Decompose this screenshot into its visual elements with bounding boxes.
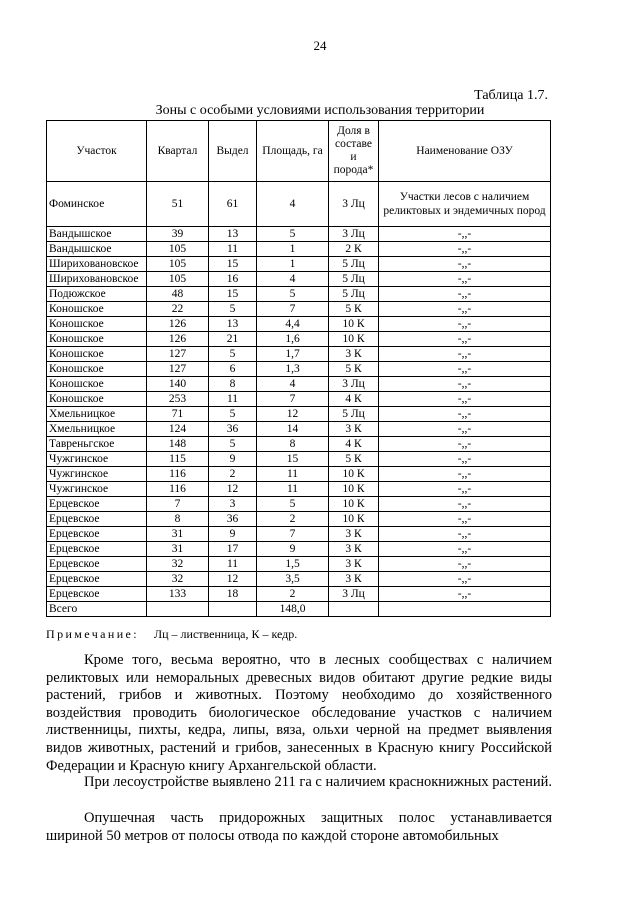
cell-area: 11 — [257, 482, 329, 497]
cell-share: 3 Лц — [329, 227, 379, 242]
paragraph — [46, 774, 552, 792]
cell-share: 10 К — [329, 467, 379, 482]
table-row — [47, 362, 551, 377]
cell-share: 5 К — [329, 302, 379, 317]
cell-share: 3 К — [329, 572, 379, 587]
cell-quarter: 31 — [147, 542, 209, 557]
cell-share: 3 К — [329, 422, 379, 437]
cell-allotment: 12 — [209, 482, 257, 497]
cell-name: -,,- — [379, 407, 551, 422]
cell-allotment: 15 — [209, 287, 257, 302]
paragraph-text: Кроме того, весьма вероятно, что в лесных сообществах с наличием реликтовых или неморальных древесных видов обитают другие редкие виды растений, грибов и животных. Поэтому необходимо до хозяйственного воздействия проводить биологическое обследование участков с наличием лиственницы, пихты, кедра, липы, вяза, ольхи черной на предмет выявления видов животных, растений и грибов, занесенных в Красную книгу Российской Федерации и Красную книгу Архангельской области. — [46, 652, 552, 774]
cell-area: 4,4 — [257, 317, 329, 332]
cell-share: 10 К — [329, 317, 379, 332]
cell-allotment: 13 — [209, 227, 257, 242]
cell-plot: Коношское — [47, 347, 147, 362]
cell-quarter: 253 — [147, 392, 209, 407]
cell-allotment: 15 — [209, 257, 257, 272]
cell-allotment: 9 — [209, 452, 257, 467]
cell-plot: Коношское — [47, 392, 147, 407]
cell-name: -,,- — [379, 362, 551, 377]
cell-plot: Ерцевское — [47, 587, 147, 602]
cell-name: Участки лесов с наличием реликтовых и эндемичных пород — [379, 182, 551, 227]
cell-plot: Чужгинское — [47, 452, 147, 467]
paragraph-text: Опушечная часть придорожных защитных полос устанавливается шириной 50 метров от полосы отвода по каждой стороне автомобильных — [46, 810, 552, 844]
cell-area: 4 — [257, 377, 329, 392]
cell-quarter: 105 — [147, 242, 209, 257]
table-row — [47, 182, 551, 227]
total-area: 148,0 — [257, 602, 329, 617]
table-header-row — [47, 121, 551, 182]
table-row — [47, 482, 551, 497]
cell-name: -,,- — [379, 302, 551, 317]
cell-quarter: 39 — [147, 227, 209, 242]
cell-quarter: 133 — [147, 587, 209, 602]
empty-cell — [379, 602, 551, 617]
cell-area: 1,3 — [257, 362, 329, 377]
cell-area: 9 — [257, 542, 329, 557]
cell-allotment: 5 — [209, 437, 257, 452]
cell-quarter: 105 — [147, 272, 209, 287]
cell-area: 11 — [257, 467, 329, 482]
table-row — [47, 242, 551, 257]
cell-allotment: 5 — [209, 407, 257, 422]
table-row — [47, 317, 551, 332]
cell-name: -,,- — [379, 542, 551, 557]
cell-area: 7 — [257, 302, 329, 317]
cell-area: 8 — [257, 437, 329, 452]
cell-share: 10 К — [329, 512, 379, 527]
table-row — [47, 422, 551, 437]
note-text: Лц – лиственница, К – кедр. — [153, 627, 298, 641]
cell-plot: Тавреньгское — [47, 437, 147, 452]
cell-allotment: 13 — [209, 317, 257, 332]
cell-allotment: 2 — [209, 467, 257, 482]
cell-quarter: 148 — [147, 437, 209, 452]
cell-name: -,,- — [379, 467, 551, 482]
cell-plot: Коношское — [47, 317, 147, 332]
table-row — [47, 272, 551, 287]
table-row — [47, 572, 551, 587]
cell-share: 2 К — [329, 242, 379, 257]
cell-area: 3,5 — [257, 572, 329, 587]
cell-quarter: 7 — [147, 497, 209, 512]
total-row — [47, 602, 551, 617]
cell-quarter: 22 — [147, 302, 209, 317]
cell-allotment: 9 — [209, 527, 257, 542]
table-row — [47, 512, 551, 527]
cell-name: -,,- — [379, 242, 551, 257]
empty-cell — [209, 602, 257, 617]
cell-name: -,,- — [379, 422, 551, 437]
cell-share: 3 Лц — [329, 182, 379, 227]
cell-quarter: 126 — [147, 317, 209, 332]
cell-allotment: 5 — [209, 302, 257, 317]
cell-quarter: 48 — [147, 287, 209, 302]
cell-name: -,,- — [379, 452, 551, 467]
cell-plot: Вандышское — [47, 227, 147, 242]
table-row — [47, 332, 551, 347]
table-row — [47, 497, 551, 512]
note-label: Примечание: — [46, 627, 139, 641]
cell-plot: Коношское — [47, 362, 147, 377]
cell-plot: Чужгинское — [47, 467, 147, 482]
cell-quarter: 115 — [147, 452, 209, 467]
cell-area: 2 — [257, 587, 329, 602]
cell-name: -,,- — [379, 587, 551, 602]
page-number: 24 — [313, 38, 327, 53]
cell-share: 4 К — [329, 437, 379, 452]
cell-area: 1,7 — [257, 347, 329, 362]
cell-plot: Ерцевское — [47, 542, 147, 557]
cell-area: 12 — [257, 407, 329, 422]
table-row — [47, 257, 551, 272]
cell-share: 3 К — [329, 557, 379, 572]
cell-plot: Коношское — [47, 332, 147, 347]
table-row — [47, 587, 551, 602]
cell-allotment: 36 — [209, 512, 257, 527]
table-row — [47, 302, 551, 317]
paragraph — [46, 810, 552, 845]
cell-allotment: 16 — [209, 272, 257, 287]
cell-share: 5 К — [329, 362, 379, 377]
cell-area: 4 — [257, 272, 329, 287]
cell-area: 14 — [257, 422, 329, 437]
cell-share: 5 Лц — [329, 287, 379, 302]
cell-share: 3 Лц — [329, 587, 379, 602]
table-title: Зоны с особыми условиями использования территории — [155, 103, 485, 118]
table-row — [47, 287, 551, 302]
cell-area: 1 — [257, 257, 329, 272]
cell-area: 2 — [257, 512, 329, 527]
cell-area: 7 — [257, 527, 329, 542]
cell-plot: Шириховановское — [47, 272, 147, 287]
cell-quarter: 8 — [147, 512, 209, 527]
cell-area: 1 — [257, 242, 329, 257]
header-allotment: Выдел — [209, 121, 257, 182]
cell-share: 3 Лц — [329, 377, 379, 392]
table-row — [47, 377, 551, 392]
table-row — [47, 452, 551, 467]
cell-name: -,,- — [379, 497, 551, 512]
paragraph-text: При лесоустройстве выявлено 211 га с наличием краснокнижных растений. — [84, 774, 552, 790]
cell-plot: Хмельницкое — [47, 407, 147, 422]
cell-area: 5 — [257, 287, 329, 302]
cell-quarter: 127 — [147, 362, 209, 377]
cell-plot: Шириховановское — [47, 257, 147, 272]
cell-plot: Коношское — [47, 377, 147, 392]
cell-name: -,,- — [379, 527, 551, 542]
cell-plot: Ерцевское — [47, 557, 147, 572]
cell-name: -,,- — [379, 317, 551, 332]
table-row — [47, 557, 551, 572]
cell-allotment: 6 — [209, 362, 257, 377]
cell-name: -,,- — [379, 572, 551, 587]
cell-area: 5 — [257, 227, 329, 242]
cell-share: 4 К — [329, 392, 379, 407]
empty-cell — [329, 602, 379, 617]
cell-allotment: 3 — [209, 497, 257, 512]
cell-plot: Хмельницкое — [47, 422, 147, 437]
cell-share: 5 Лц — [329, 407, 379, 422]
cell-area: 7 — [257, 392, 329, 407]
cell-share: 3 К — [329, 347, 379, 362]
table-row — [47, 542, 551, 557]
cell-quarter: 71 — [147, 407, 209, 422]
cell-plot: Ерцевское — [47, 497, 147, 512]
cell-quarter: 116 — [147, 467, 209, 482]
cell-area: 1,6 — [257, 332, 329, 347]
cell-name: -,,- — [379, 287, 551, 302]
cell-quarter: 124 — [147, 422, 209, 437]
cell-quarter: 51 — [147, 182, 209, 227]
cell-allotment: 17 — [209, 542, 257, 557]
cell-share: 3 К — [329, 542, 379, 557]
table-row — [47, 467, 551, 482]
table-row — [47, 437, 551, 452]
header-name: Наименование ОЗУ — [379, 121, 551, 182]
cell-name: -,,- — [379, 257, 551, 272]
cell-share: 3 К — [329, 527, 379, 542]
cell-name: -,,- — [379, 377, 551, 392]
cell-allotment: 21 — [209, 332, 257, 347]
table-row — [47, 227, 551, 242]
cell-quarter: 126 — [147, 332, 209, 347]
cell-name: -,,- — [379, 347, 551, 362]
cell-plot: Вандышское — [47, 242, 147, 257]
cell-quarter: 32 — [147, 557, 209, 572]
cell-share: 5 Лц — [329, 272, 379, 287]
cell-allotment: 11 — [209, 392, 257, 407]
cell-plot: Фоминское — [47, 182, 147, 227]
cell-share: 10 К — [329, 482, 379, 497]
cell-area: 15 — [257, 452, 329, 467]
header-quarter: Квартал — [147, 121, 209, 182]
cell-name: -,,- — [379, 272, 551, 287]
cell-quarter: 32 — [147, 572, 209, 587]
header-share: Доля в составе и порода* — [329, 121, 379, 182]
total-label: Всего — [47, 602, 147, 617]
cell-quarter: 105 — [147, 257, 209, 272]
cell-share: 5 Лц — [329, 257, 379, 272]
cell-name: -,,- — [379, 557, 551, 572]
cell-allotment: 8 — [209, 377, 257, 392]
cell-plot: Подюжское — [47, 287, 147, 302]
cell-quarter: 31 — [147, 527, 209, 542]
table-row — [47, 407, 551, 422]
cell-allotment: 18 — [209, 587, 257, 602]
cell-name: -,,- — [379, 437, 551, 452]
zones-table — [46, 120, 551, 617]
cell-area: 4 — [257, 182, 329, 227]
header-area: Площадь, га — [257, 121, 329, 182]
cell-plot: Ерцевское — [47, 512, 147, 527]
header-plot: Участок — [47, 121, 147, 182]
cell-name: -,,- — [379, 512, 551, 527]
cell-name: -,,- — [379, 227, 551, 242]
table-label: Таблица 1.7. — [474, 88, 548, 103]
cell-plot: Ерцевское — [47, 527, 147, 542]
cell-quarter: 140 — [147, 377, 209, 392]
cell-share: 10 К — [329, 497, 379, 512]
cell-allotment: 36 — [209, 422, 257, 437]
cell-share: 5 К — [329, 452, 379, 467]
cell-name: -,,- — [379, 392, 551, 407]
cell-area: 1,5 — [257, 557, 329, 572]
cell-plot: Чужгинское — [47, 482, 147, 497]
table-note — [46, 627, 297, 642]
cell-plot: Коношское — [47, 302, 147, 317]
table-row — [47, 347, 551, 362]
table-row — [47, 392, 551, 407]
paragraph — [46, 652, 552, 775]
cell-allotment: 61 — [209, 182, 257, 227]
cell-allotment: 11 — [209, 557, 257, 572]
cell-area: 5 — [257, 497, 329, 512]
cell-allotment: 11 — [209, 242, 257, 257]
cell-allotment: 12 — [209, 572, 257, 587]
cell-quarter: 116 — [147, 482, 209, 497]
cell-plot: Ерцевское — [47, 572, 147, 587]
table-row — [47, 527, 551, 542]
cell-name: -,,- — [379, 332, 551, 347]
cell-allotment: 5 — [209, 347, 257, 362]
cell-quarter: 127 — [147, 347, 209, 362]
cell-name: -,,- — [379, 482, 551, 497]
empty-cell — [147, 602, 209, 617]
cell-share: 10 К — [329, 332, 379, 347]
